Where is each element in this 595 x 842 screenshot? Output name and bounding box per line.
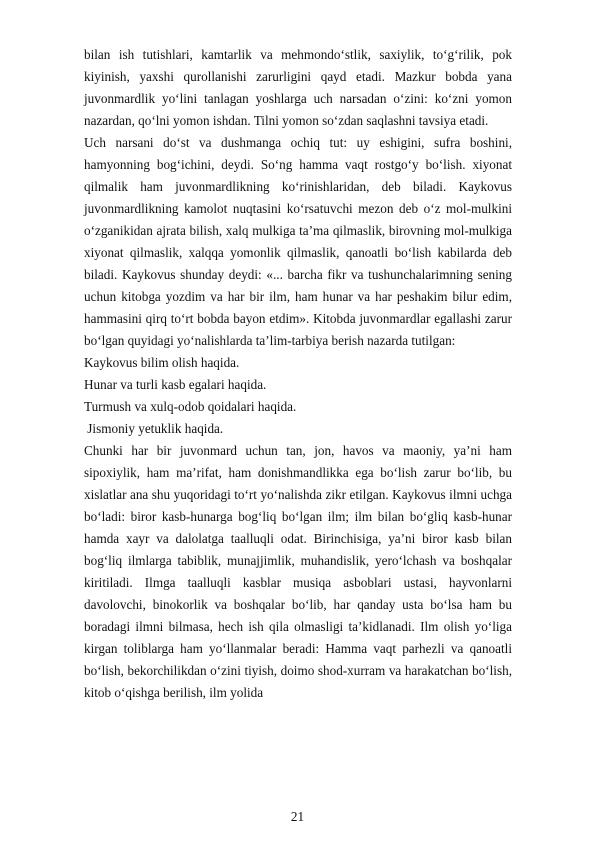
list-item-crafts: Hunar va turli kasb egalari haqida. xyxy=(84,377,267,392)
paragraph-three-things: Uch narsani do‘st va dushmanga ochiq tut: uy eshigini, sufra boshini, hamyonning bog‘ichini, deydi. So‘ng hamma vaqt rostgo‘y bo‘lish. xiyonat qilmalik ham juvonmardlikning ko‘rinishlaridan, deb biladi. Kaykovus juvonmardlikning kamolot nuqtasini ko‘rsatuvchi mezon deb o‘z mol-mulkini o‘zganikidan ajrata bilish, xalq mulkiga ta’ma qilmaslik, birovning mol-mulkiga xiyonat qilmaslik, xalqqa yomonlik qilmaslik, qanoatli bo‘lish kabilarda deb biladi. Kaykovus shunday deydi: «... barcha fikr va tushunchalarimning sening uchun kitobga yozdim va har bir ilm, ham hunar va har peshakim bilur edim, hammasini qirq to‘rt bobda bayon etdim». Kitobda juvonmardlar egallashi zarur bo‘lgan quyidagi yo‘nalishlarda ta’lim-tarbiya berish nazarda tutilgan: xyxy=(84,135,512,348)
list-item-conduct: Turmush va xulq-odob qoidalari haqida. xyxy=(84,399,297,414)
list-item-knowledge: Kaykovus bilim olish haqida. xyxy=(84,355,240,370)
paragraph-intro: bilan ish tutishlari, kamtarlik va mehmondo‘stlik, saxiylik, to‘g‘rilik, pok kiyinish, yaxshi qurollanishi zarurligini qayd etadi. Mazkur bobda yana juvonmardlik yo‘lini tanlagan yoshlarga uch narsadan o‘zini: ko‘zni yomon nazardan, qo‘lni yomon ishdan. Tilni yomon so‘zdan saqlashni tavsiya etadi. xyxy=(84,47,512,128)
paragraph-closing: Chunki har bir juvonmard uchun tan, jon, havos va maoniy, ya’ni ham sipoxiylik, ham ma’rifat, ham donishmandlikka ega bo‘lish zarur bo‘lib, bu xislatlar ana shu yuqoridagi to‘rt yo‘nalishda zikr etilgan. Kaykovus ilmni uchga bo‘ladi: biror kasb-hunarga bog‘liq bo‘lgan ilm; ilm bilan bo‘gliq kasb-hunar hamda xayr va dalolatga taalluqli odat. Birinchisiga, ya’ni biror kasb bilan bog‘liq ilmlarga tabiblik, munajjimlik, muhandislik, yero‘lchash va boshqalar kiritiladi. Ilmga taalluqli kasblar musiqa asboblari ustasi, hayvonlarni davolovchi, binokorlik va boshqalar bo‘lib, har qanday usta bo‘lsa ham bu boradagi ilmni bilmasa, hech ish qila olmasligi ta’kidlanadi. Ilm olish yo‘liga kirgan toliblarga ham yo‘llanmalar beradi: Hamma vaqt parhezli va qanoatli bo‘lish, bekorchilikdan o‘zini tiyish, doimo shod-xurram va harakatchan bo‘lish, kitob o‘qishga berilish, ilm yolida xyxy=(84,443,512,700)
list-item-physical: Jismoniy yetuklik haqida. xyxy=(84,421,224,436)
page-number: 21 xyxy=(290,809,305,824)
document-body xyxy=(84,44,512,704)
